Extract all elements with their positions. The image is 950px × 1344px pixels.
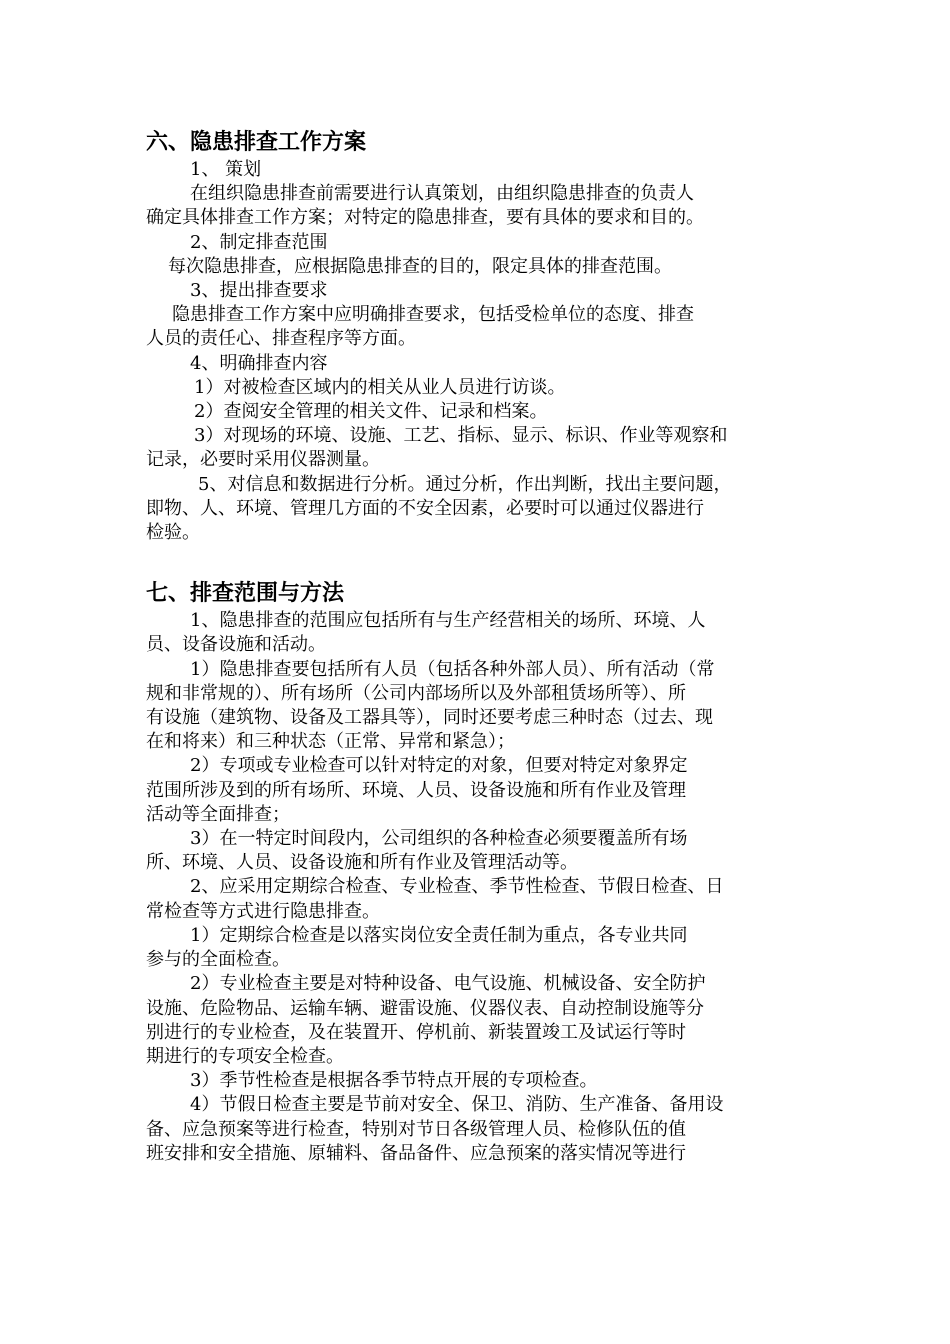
text-line: 规和非常规的）、所有场所（公司内部场所以及外部租赁场所等）、所 [146,682,686,704]
text-line: 3、提出排查要求 [190,280,328,302]
text-line: 3）季节性检查是根据各季节特点开展的专项检查。 [190,1070,598,1092]
text-line: 有设施（建筑物、设备及工器具等），同时还要考虑三种时态（过去、现 [146,707,713,729]
text-line: 设施、危险物品、运输车辆、避雷设施、仪器仪表、自动控制设施等分 [146,997,704,1019]
text-line: 活动等全面排查； [146,803,290,825]
section-6-body [146,158,814,545]
text-line: 2）专业检查主要是对特种设备、电气设施、机械设备、安全防护 [190,973,706,995]
text-line: 班安排和安全措施、原辅料、备品备件、应急预案的落实情况等进行 [146,1142,686,1164]
text-line: 隐患排查工作方案中应明确排查要求，包括受检单位的态度、排查 [172,304,694,326]
text-line: 1、隐患排查的范围应包括所有与生产经营相关的场所、环境、人 [190,610,706,632]
text-line: 常检查等方式进行隐患排查。 [146,900,380,922]
section-7-title: 七、排查范围与方法 [146,581,345,607]
text-line: 1）对被检查区域内的相关从业人员进行访谈。 [194,376,566,398]
text-line: 1）隐患排查要包括所有人员（包括各种外部人员）、所有活动（常 [190,658,715,680]
text-line: 在和将来）和三种状态（正常、异常和紧急）； [146,731,515,753]
text-line: 人员的责任心、排查程序等方面。 [146,328,416,350]
text-line: 1）定期综合检查是以落实岗位安全责任制为重点，各专业共同 [190,924,688,946]
text-line: 期进行的专项安全检查。 [146,1045,344,1067]
text-line: 2、应采用定期综合检查、专业检查、季节性检查、节假日检查、日 [190,876,724,898]
document-page [146,128,814,1166]
text-line: 3）在一特定时间段内，公司组织的各种检查必须要覆盖所有场 [190,828,688,850]
text-line: 2）专项或专业检查可以针对特定的对象，但要对特定对象界定 [190,755,688,777]
text-line: 2）查阅安全管理的相关文件、记录和档案。 [194,401,548,423]
text-line: 2、制定排查范围 [190,231,328,253]
text-line: 即物、人、环境、管理几方面的不安全因素，必要时可以通过仪器进行 [146,497,704,519]
text-line: 检验。 [146,522,200,544]
text-line: 确定具体排查工作方案；对特定的隐患排查，要有具体的要求和目的。 [146,207,704,229]
text-line: 4）节假日检查主要是节前对安全、保卫、消防、生产准备、备用设 [190,1094,724,1116]
text-line: 别进行的专业检查，及在装置开、停机前、新装置竣工及试运行等时 [146,1021,686,1043]
section-gap [146,545,814,579]
section-6-title: 六、隐患排查工作方案 [146,130,367,155]
text-line: 4、明确排查内容 [190,352,328,374]
section-7-body [146,609,814,1166]
text-line: 每次隐患排查，应根据隐患排查的目的，限定具体的排查范围。 [168,255,672,277]
text-line: 记录，必要时采用仪器测量。 [146,449,380,471]
text-line: 1、 策划 [190,159,262,180]
text-line: 所、环境、人员、设备设施和所有作业及管理活动等。 [146,852,578,874]
text-line: 在组织隐患排查前需要进行认真策划，由组织隐患排查的负责人 [190,183,694,205]
text-line: 员、设备设施和活动。 [146,634,326,656]
text-line: 范围所涉及到的所有场所、环境、人员、设备设施和所有作业及管理 [146,779,686,801]
text-line: 5、对信息和数据进行分析。通过分析，作出判断，找出主要问题， [198,473,732,495]
text-line: 备、应急预案等进行检查，特别对节日各级管理人员、检修队伍的值 [146,1118,686,1140]
text-line: 3）对现场的环境、设施、工艺、指标、显示、标识、作业等观察和 [194,425,728,447]
text-line: 参与的全面检查。 [146,949,290,971]
